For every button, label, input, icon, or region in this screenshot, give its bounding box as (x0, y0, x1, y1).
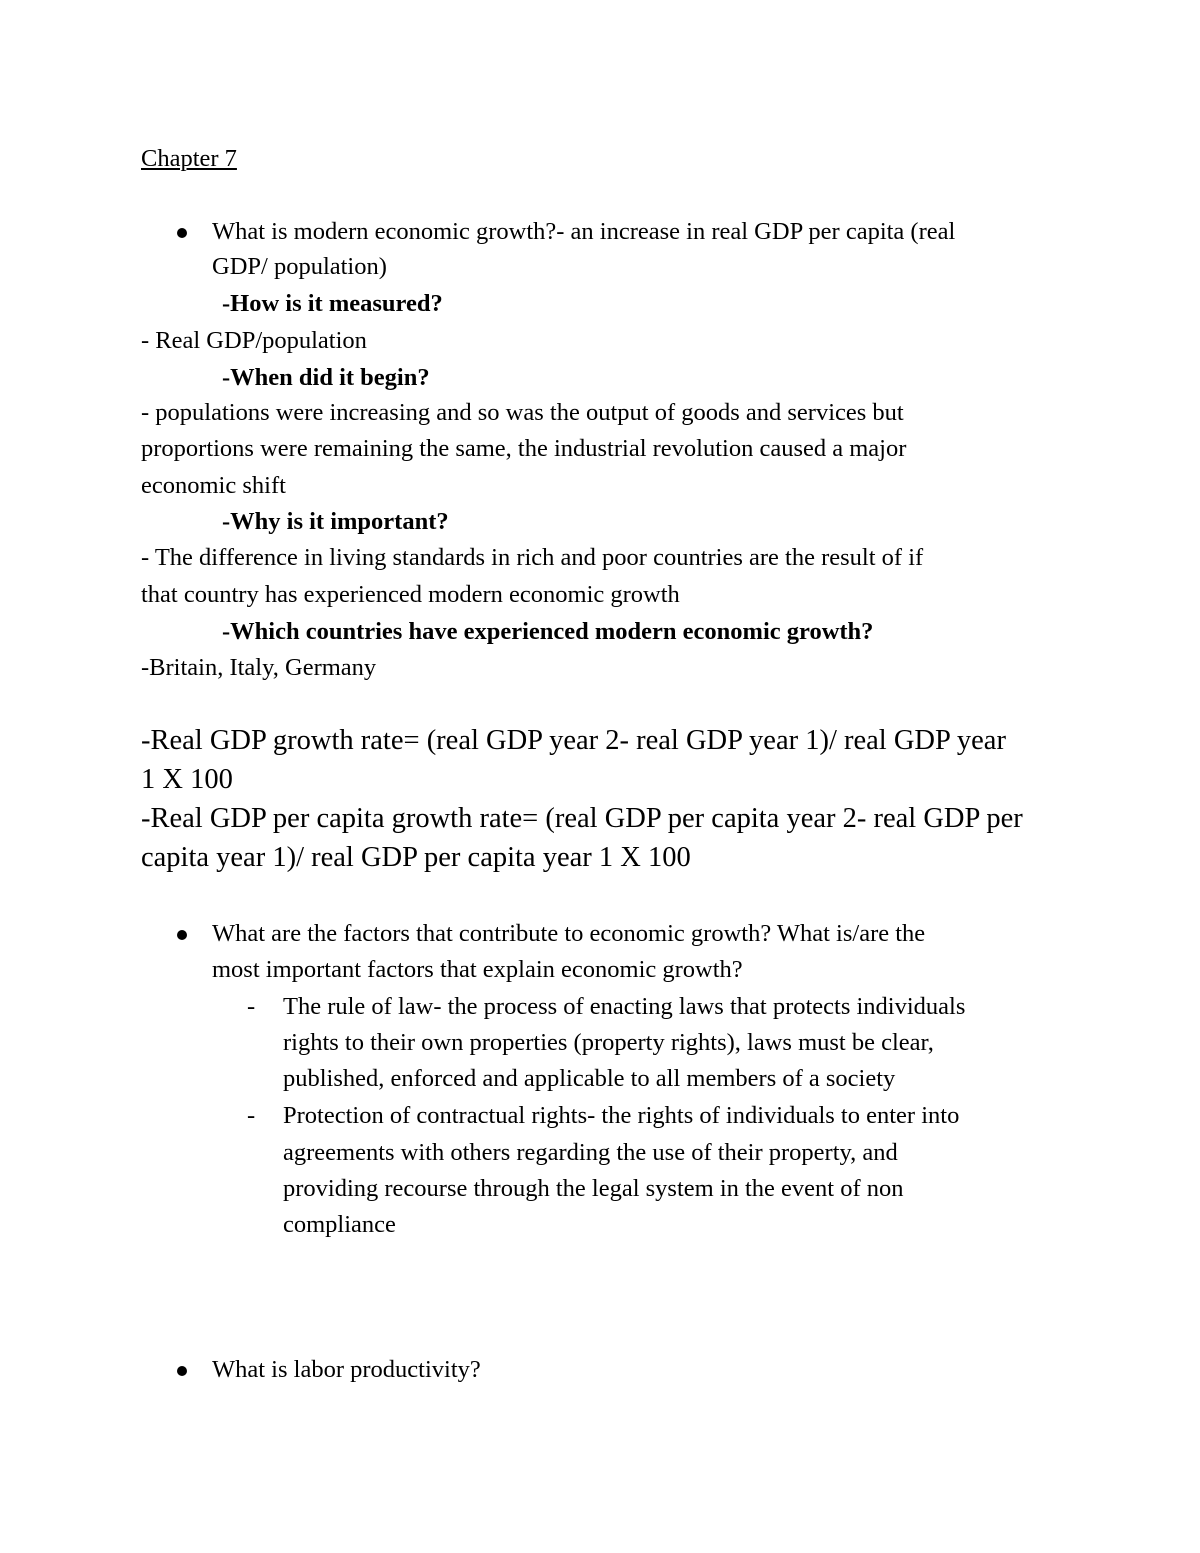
list-dash: - (247, 993, 256, 1020)
answer-text: - Real GDP/population (141, 327, 367, 354)
sub-heading: -How is it measured? (222, 290, 443, 317)
question-text: What is modern economic growth?- an increase in real GDP per capita (real (212, 218, 956, 245)
answer-text: - The difference in living standards in rich and poor countries are the result of if (141, 544, 924, 571)
question-text: What is labor productivity? (212, 1356, 481, 1383)
page-title: Chapter 7 (141, 145, 237, 172)
list-item-text: compliance (283, 1211, 396, 1238)
sub-heading: -Why is it important? (222, 508, 449, 535)
formula-text: -Real GDP per capita growth rate= (real GDP per capita year 2- real GDP per (141, 803, 1023, 834)
list-item-text: The rule of law- the process of enacting laws that protects individuals (283, 993, 966, 1020)
sub-heading: -Which countries have experienced modern economic growth? (222, 618, 874, 645)
list-item-text: Protection of contractual rights- the rights of individuals to enter into (283, 1102, 960, 1129)
list-item-text: rights to their own properties (property rights), laws must be clear, (283, 1029, 934, 1056)
list-item-text: agreements with others regarding the use of their property, and (283, 1139, 898, 1166)
bullet-dot (177, 930, 187, 940)
answer-text: economic shift (141, 472, 286, 499)
list-item-text: published, enforced and applicable to all members of a society (283, 1065, 896, 1092)
formula-text: capita year 1)/ real GDP per capita year 1 X 100 (141, 842, 691, 873)
formula-text: -Real GDP growth rate= (real GDP year 2- real GDP year 1)/ real GDP year (141, 725, 1006, 756)
question-text: GDP/ population) (212, 253, 387, 280)
formula-text: 1 X 100 (141, 764, 233, 795)
answer-text: - populations were increasing and so was the output of goods and services but (141, 399, 904, 426)
list-item-text: providing recourse through the legal system in the event of non (283, 1175, 904, 1202)
answer-text: proportions were remaining the same, the industrial revolution caused a major (141, 435, 907, 462)
sub-heading: -When did it begin? (222, 364, 430, 391)
bullet-dot (177, 1366, 187, 1376)
answer-text: that country has experienced modern economic growth (141, 581, 680, 608)
question-text: What are the factors that contribute to economic growth? What is/are the (212, 920, 926, 947)
answer-text: -Britain, Italy, Germany (141, 654, 377, 681)
question-text: most important factors that explain economic growth? (212, 956, 743, 983)
list-dash: - (247, 1102, 256, 1129)
bullet-dot (177, 228, 187, 238)
